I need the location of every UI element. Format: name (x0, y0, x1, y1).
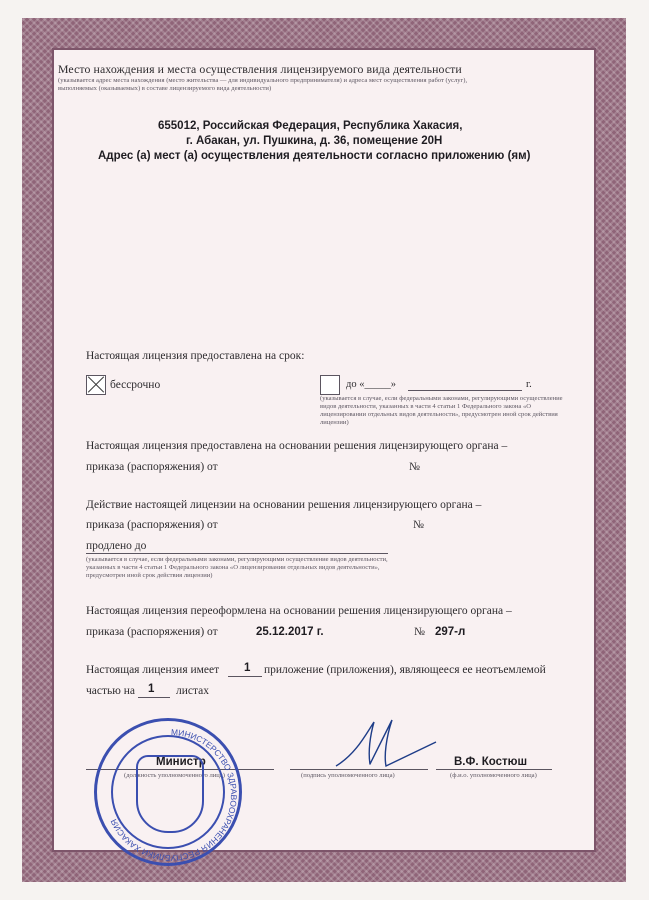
signatory-name: В.Ф. Костюш (454, 756, 528, 768)
appendix-text-2: приложение (приложения), являющееся ее неотъемлемой (264, 664, 546, 676)
indefinite-checkbox (86, 375, 106, 395)
basis-title: Настоящая лицензия предоставлена на основании решения лицензирующего органа – (86, 440, 508, 452)
svg-text:МИНИСТЕРСТВО ЗДРАВООХРАНЕНИЯ Р: МИНИСТЕРСТВО ЗДРАВООХРАНЕНИЯ РЕСПУБЛИКИ ХАКАСИЯ (108, 726, 240, 864)
signature-line (290, 769, 428, 770)
appendix-sheets: 1 (148, 683, 155, 695)
name-note: (ф.и.о. уполномоченного лица) (450, 772, 537, 779)
until-note: (указывается в случае, если федеральными законами, регулирующими осуществление видов деятельности, указанных в части 4 статьи 1 Федерального закона «О лицензировании отдельных видов деятельности», предусмотрен иной срок действия лицензии) (320, 395, 563, 426)
extended-label: продлено до (86, 540, 147, 552)
signature-note: (подпись уполномоченного лица) (301, 772, 395, 779)
basis-order-label: приказа (распоряжения) от (86, 461, 218, 473)
appendix-count-line (228, 676, 262, 677)
address-line-2: г. Абакан, ул. Пушкина, д. 36, помещение 20Н (186, 135, 443, 147)
extension-order-label: приказа (распоряжения) от (86, 519, 218, 531)
basis-number-label: № (409, 461, 420, 473)
place-line: Место нахождения и места осуществления лицензируемого вида деятельности (58, 62, 462, 76)
stamp-text-ring (97, 721, 245, 869)
position-note: (должность уполномоченного лица) (124, 772, 225, 779)
reissue-order-label: приказа (распоряжения) от (86, 626, 218, 638)
appendix-count: 1 (244, 662, 251, 674)
until-year-suffix: г. (526, 379, 532, 390)
reissue-number-label: № (414, 626, 425, 638)
reissue-date: 25.12.2017 г. (256, 626, 324, 638)
until-checkbox (320, 375, 340, 395)
reissue-number: 297-л (435, 626, 466, 638)
address-line-3: Адрес (а) мест (а) осуществления деятельности согласно приложению (ям) (98, 150, 531, 162)
extension-note: (указывается в случае, если федеральными законами, регулирующими осуществление видов деятельности, указанных в части 4 статьи 1 Федерального закона «О лицензировании отдельных видов деятельности», предусмотрен иной срок действия лицензии) (86, 556, 388, 579)
official-stamp (94, 718, 242, 866)
signature-mark (326, 714, 446, 774)
name-line (436, 769, 552, 770)
signatory-position: Министр (156, 756, 206, 768)
reissue-title: Настоящая лицензия переоформлена на основании решения лицензирующего органа – (86, 605, 512, 617)
until-date-line (408, 390, 522, 391)
extension-title: Действие настоящей лицензии на основании решения лицензирующего органа – (86, 499, 482, 511)
place-note-1: (указывается адрес места нахождения (место жительства — для индивидуального предпринимателя) и адреса мест осуществления работ (услуг), (58, 77, 468, 84)
appendix-text-1: Настоящая лицензия имеет (86, 664, 220, 676)
extension-number-label: № (413, 519, 424, 531)
extended-line (86, 553, 388, 554)
appendix-text-4: листах (176, 685, 210, 697)
until-label: до «_____» (346, 379, 396, 390)
address-line-1: 655012, Российская Федерация, Республика Хакасия, (158, 120, 463, 132)
place-note-2: выполняемых (оказываемых) в составе лицензируемого вида деятельности) (58, 85, 272, 92)
appendix-text-3: частью на (86, 685, 135, 697)
term-title: Настоящая лицензия предоставлена на срок: (86, 350, 305, 362)
appendix-sheets-line (138, 697, 170, 698)
indefinite-label: бессрочно (110, 379, 161, 391)
